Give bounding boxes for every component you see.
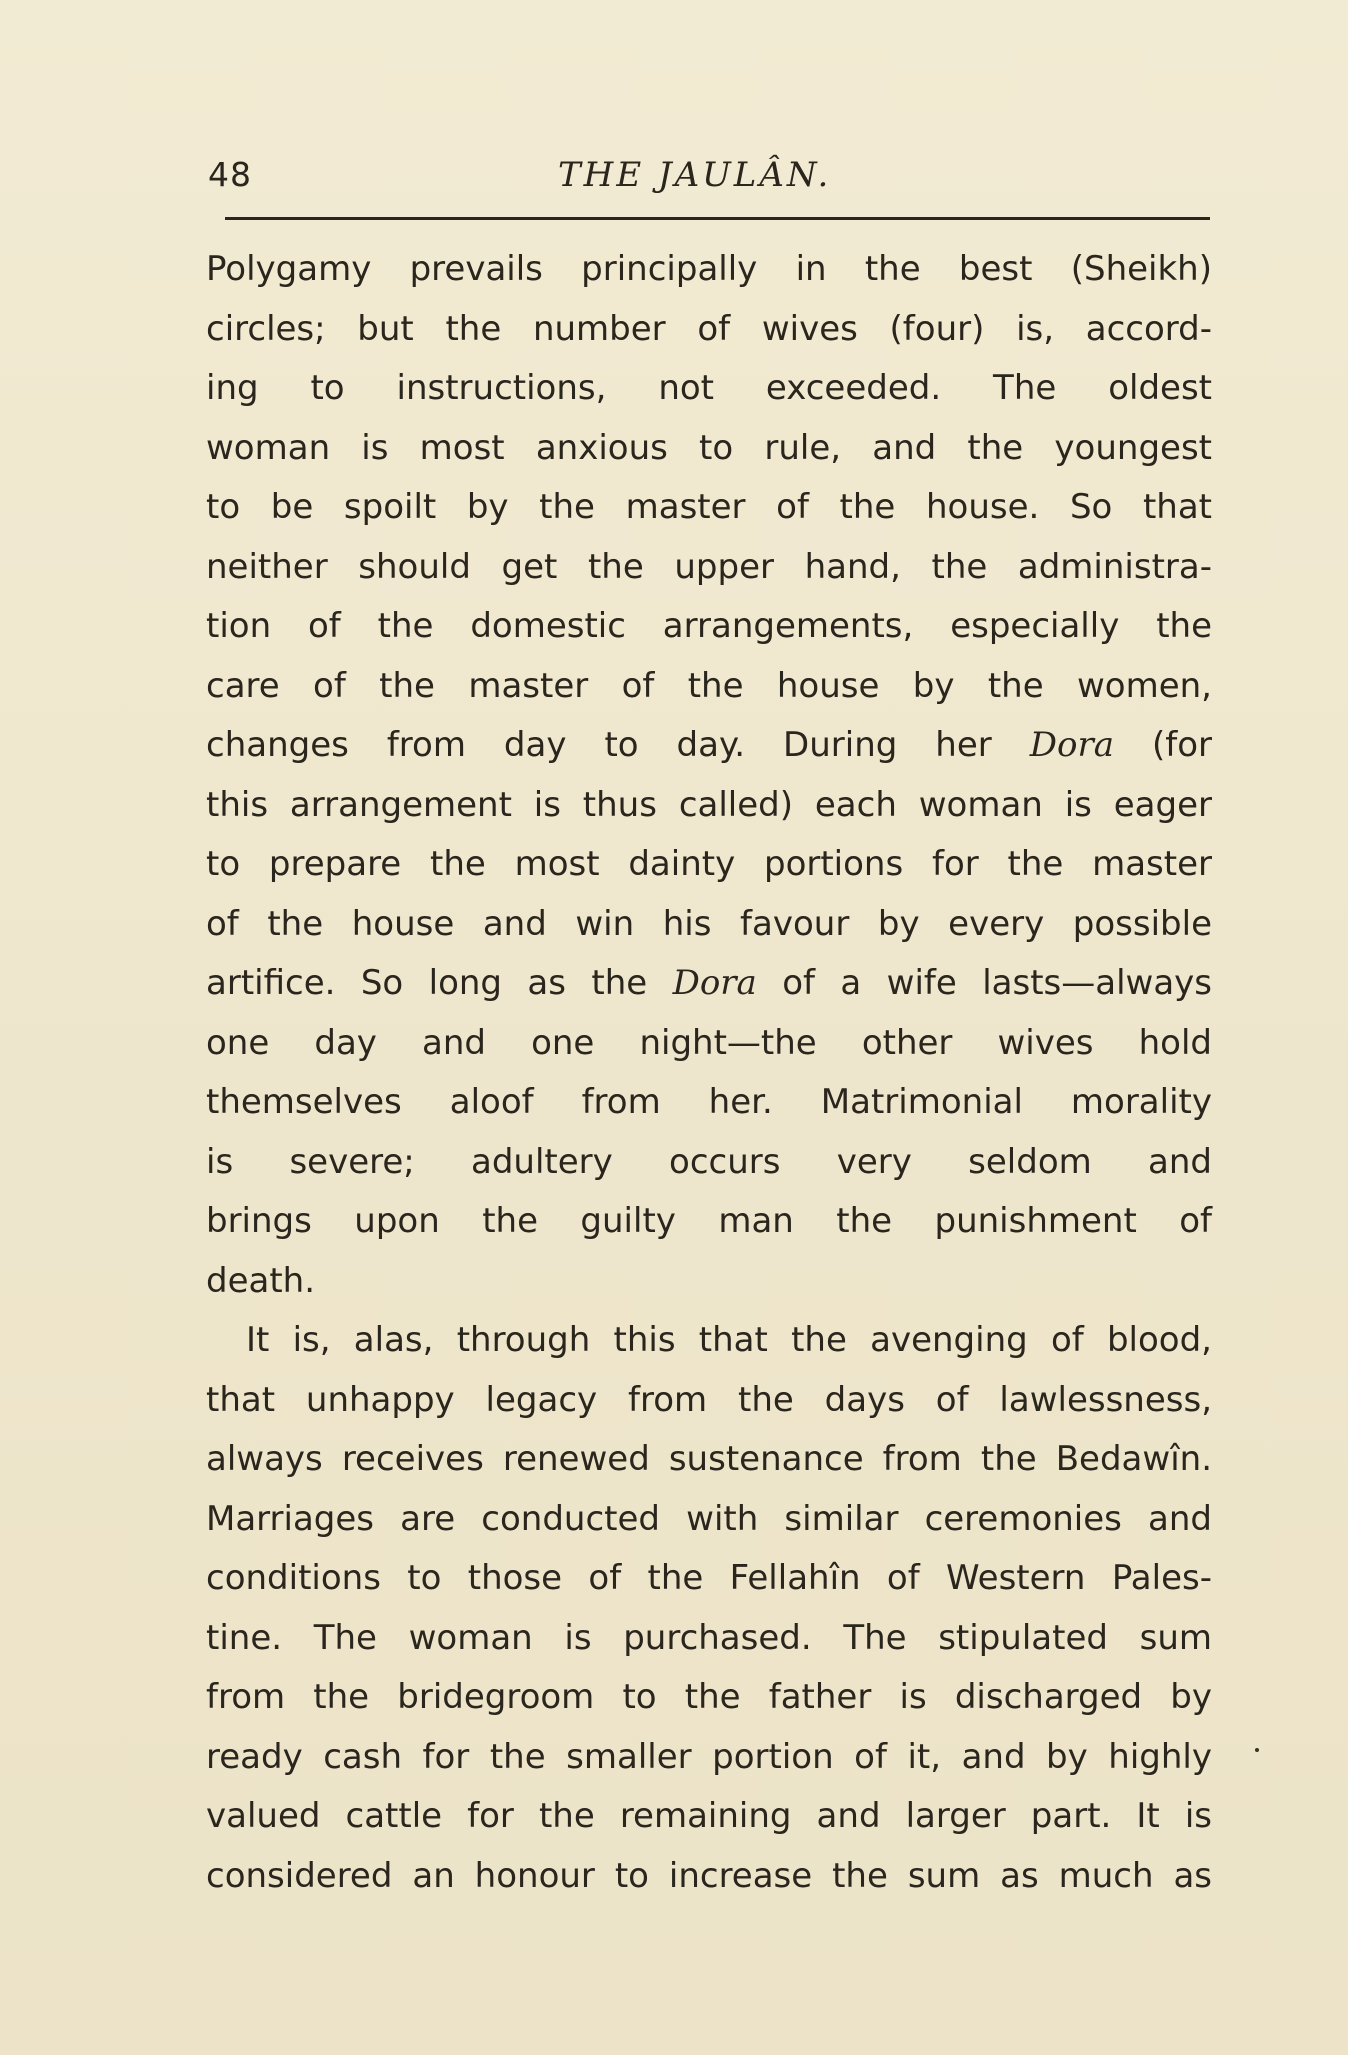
text-line: neither should get the upper hand, the administra-: [206, 546, 1212, 587]
text-line: from the bridegroom to the father is discharged by: [206, 1677, 1212, 1717]
header-rule: [225, 217, 1210, 220]
text-line: that unhappy legacy from the days of lawlessness,: [206, 1379, 1212, 1420]
text-line: is severe; adultery occurs very seldom and: [206, 1141, 1212, 1182]
text-line: circles; but the number of wives (four) is, accord-: [206, 308, 1212, 349]
body-text: [206, 240, 1212, 1906]
text-line: valued cattle for the remaining and larger part. It is: [206, 1796, 1212, 1836]
page-number: 48: [208, 155, 252, 194]
text-line: themselves aloof from her. Matrimonial morality: [206, 1082, 1212, 1122]
text-line: brings upon the guilty man the punishment of: [206, 1201, 1212, 1241]
text-line: ing to instructions, not exceeded. The oldest: [206, 368, 1212, 408]
text-line: conditions to those of the Fellahîn of Western Pales-: [206, 1558, 1212, 1598]
text-line: this arrangement is thus called) each woman is eager: [206, 784, 1212, 825]
text-line: always receives renewed sustenance from the Bedawîn.: [206, 1439, 1212, 1479]
text-line: woman is most anxious to rule, and the youngest: [206, 427, 1212, 468]
text-line: artifice. So long as the Dora of a wife lasts—always: [206, 963, 1212, 1003]
text-line: of the house and win his favour by every possible: [206, 903, 1212, 944]
italic-term: Dora: [1029, 725, 1114, 765]
text-line: considered an honour to increase the sum as much as: [206, 1855, 1212, 1896]
text-line: ready cash for the smaller portion of it, and by highly: [206, 1736, 1212, 1777]
text-line: changes from day to day. During her Dora (for: [206, 725, 1212, 765]
text-line: tion of the domestic arrangements, especially the: [206, 606, 1212, 646]
text-line: death.: [206, 1260, 316, 1301]
text-line: It is, alas, through this that the avenging of blood,: [246, 1320, 1212, 1360]
running-head: [208, 150, 1208, 200]
text-line: to be spoilt by the master of the house. So that: [206, 487, 1212, 527]
text-line: Polygamy prevails principally in the best (Sheikh): [206, 249, 1212, 289]
text-line: Marriages are conducted with similar ceremonies and: [206, 1498, 1212, 1539]
italic-term: Dora: [672, 963, 757, 1003]
text-line: tine. The woman is purchased. The stipulated sum: [206, 1617, 1212, 1658]
ink-speck: [1255, 1748, 1259, 1752]
text-line: to prepare the most dainty portions for the master: [206, 844, 1212, 884]
running-title: THE JAULÂN.: [558, 155, 832, 195]
text-line: care of the master of the house by the women,: [206, 665, 1212, 706]
text-line: one day and one night—the other wives hold: [206, 1022, 1212, 1063]
